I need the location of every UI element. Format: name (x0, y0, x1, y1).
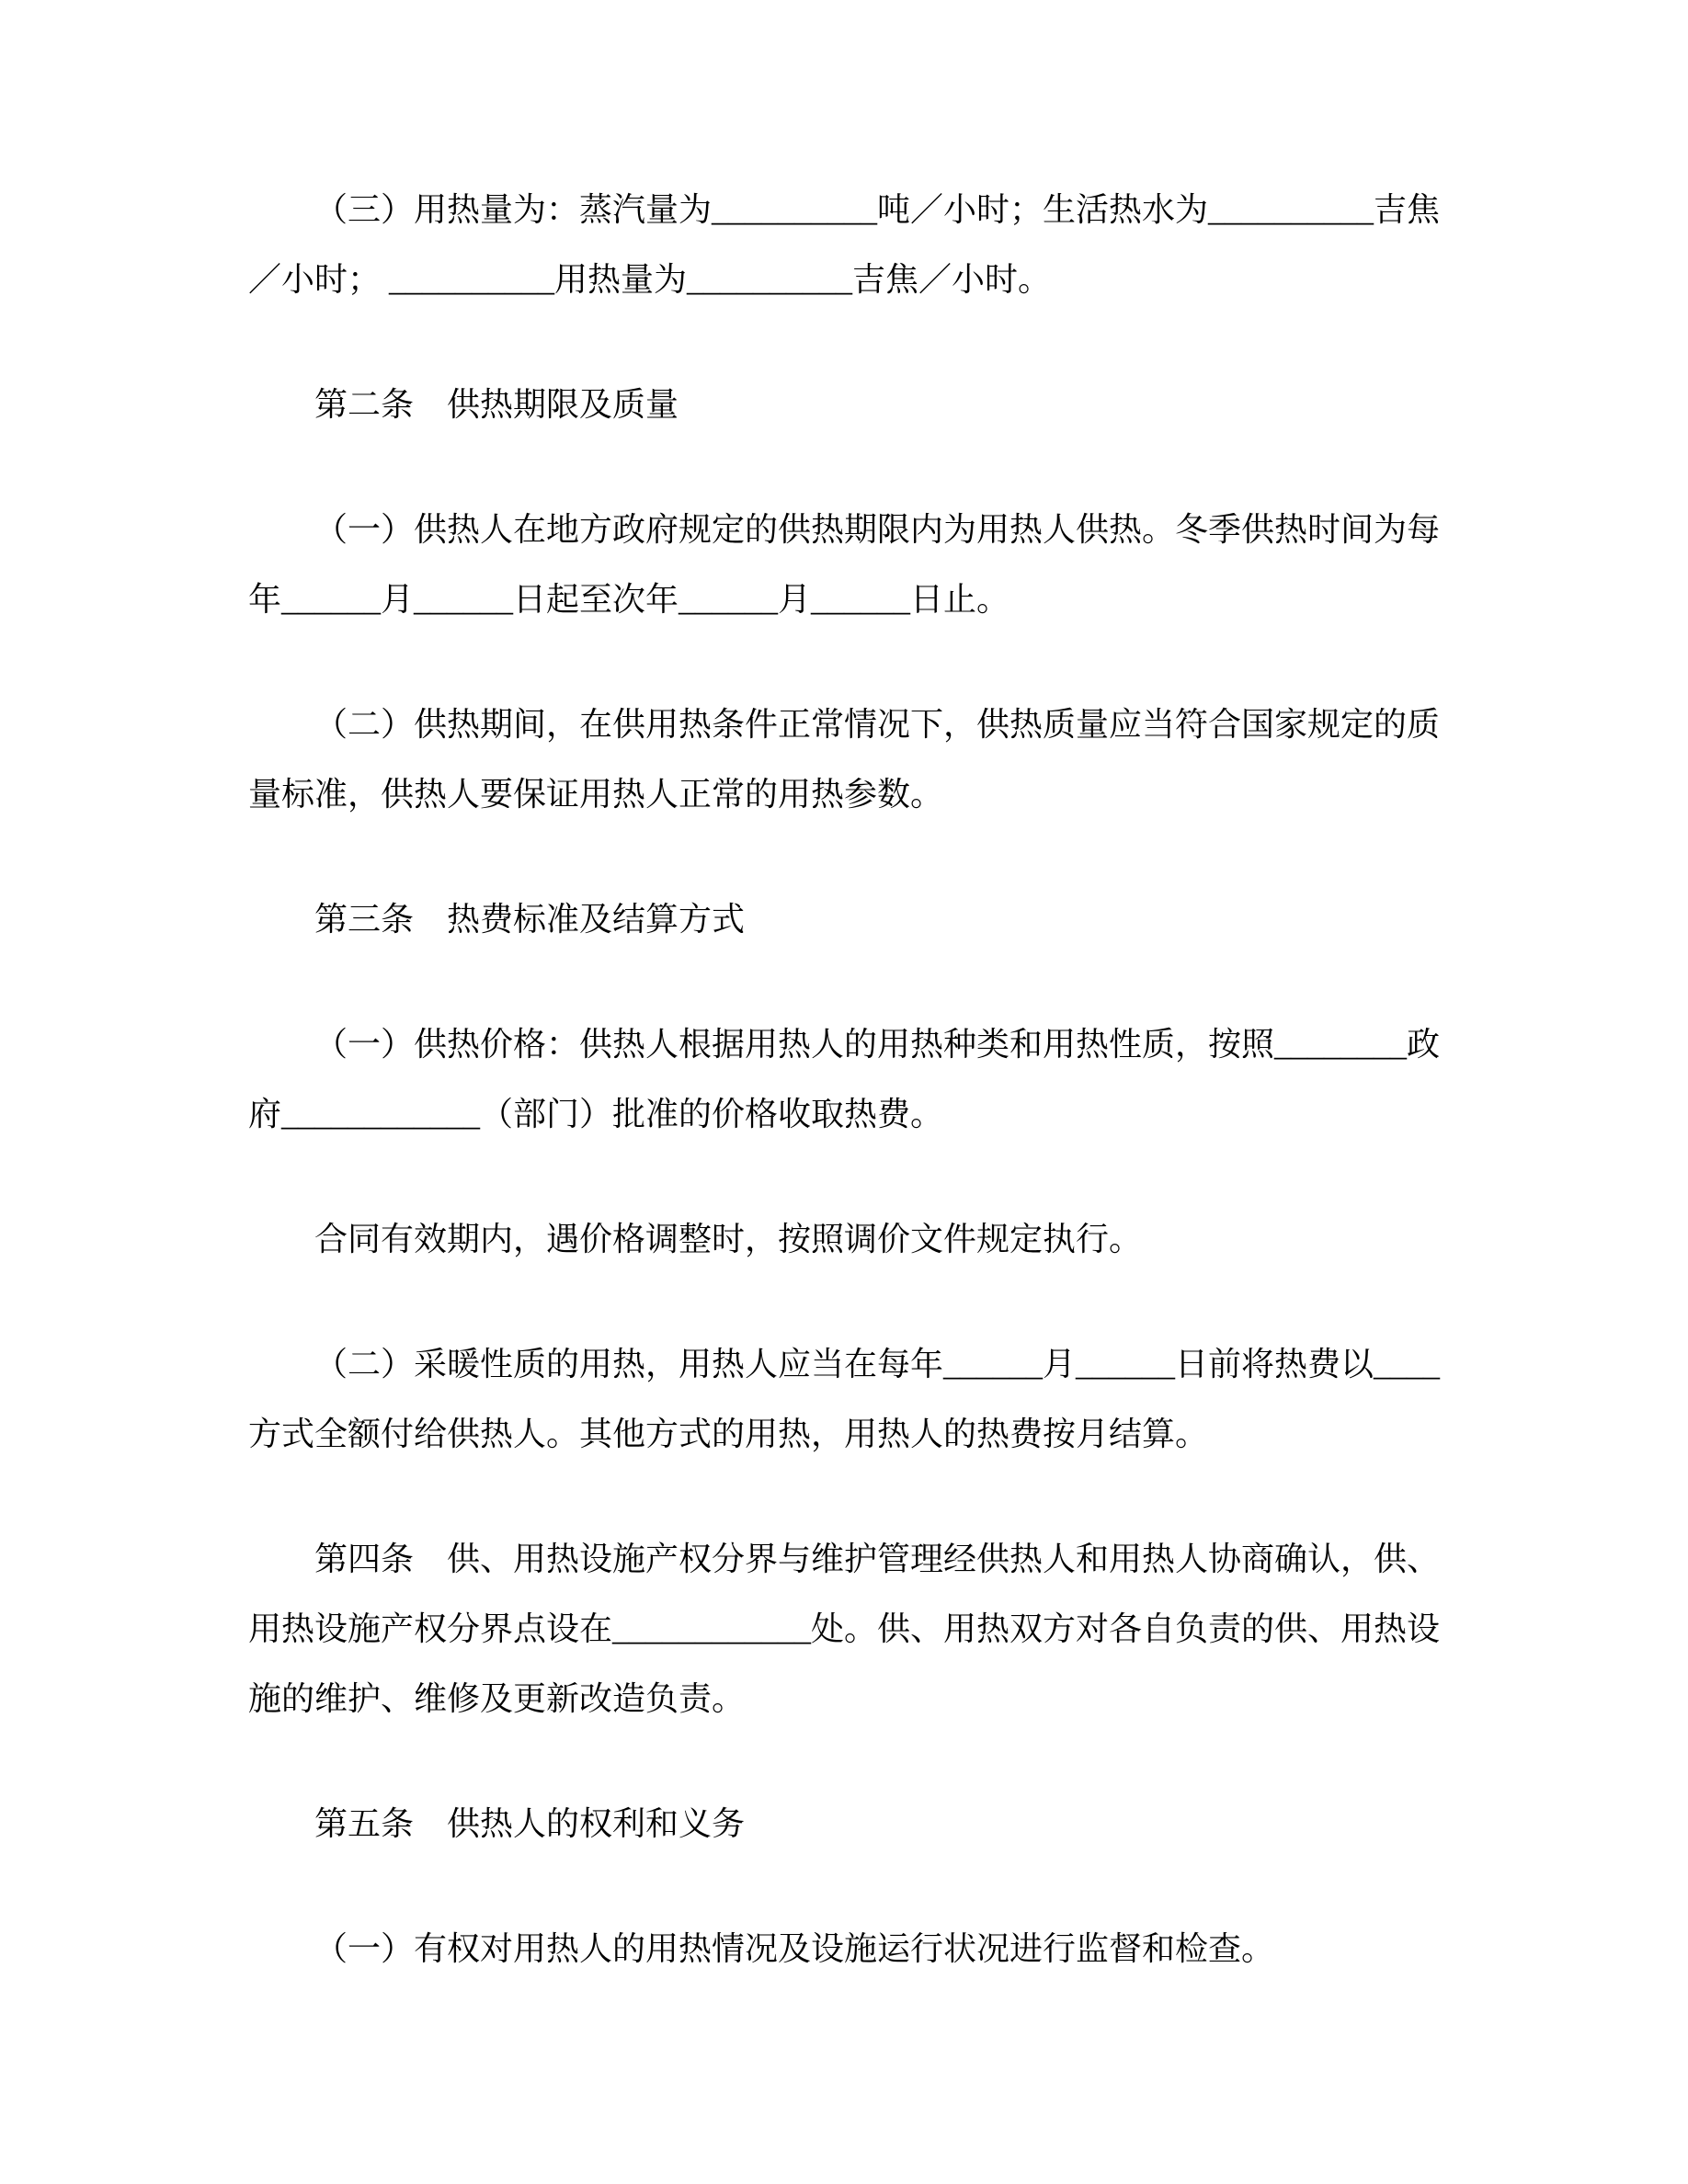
clause-3-item-1: （一）供热价格：供热人根据用热人的用热种类和用热性质，按照________政府____________（部门）批准的价格收取热费。 (248, 1026, 1441, 1132)
clause-3-heading: 第三条 热费标准及结算方式 (314, 901, 746, 938)
clause-3-price-adjust-note: 合同有效期内，遇价格调整时，按照调价文件规定执行。 (314, 1221, 1143, 1257)
clause-2-heading: 第二条 供热期限及质量 (314, 386, 679, 423)
clause-5-heading: 第五条 供热人的权利和义务 (314, 1805, 746, 1842)
clause-4: 第四条 供、用热设施产权分界与维护管理经供热人和用热人协商确认，供、用热设施产权分界点设在____________处。供、用热双方对各自负责的供、用热设施的维护、维修及更新改造负责。 (248, 1541, 1441, 1717)
contract-body (248, 175, 1440, 1984)
clause-3-item-2: （二）采暖性质的用热，用热人应当在每年______月______日前将热费以____方式全额付给供热人。其他方式的用热，用热人的热费按月结算。 (248, 1346, 1441, 1452)
clause-1-item-3: （三）用热量为：蒸汽量为__________吨／小时；生活热水为__________吉焦／小时； __________用热量为__________吉焦／小时。 (248, 191, 1441, 298)
clause-2-item-1: （一）供热人在地方政府规定的供热期限内为用热人供热。冬季供热时间为每年______月______日起至次年______月______日止。 (248, 511, 1441, 618)
clause-2-item-2: （二）供热期间，在供用热条件正常情况下，供热质量应当符合国家规定的质量标准，供热人要保证用热人正常的用热参数。 (248, 706, 1441, 813)
clause-5-item-1: （一）有权对用热人的用热情况及设施运行状况进行监督和检查。 (314, 1930, 1275, 1967)
